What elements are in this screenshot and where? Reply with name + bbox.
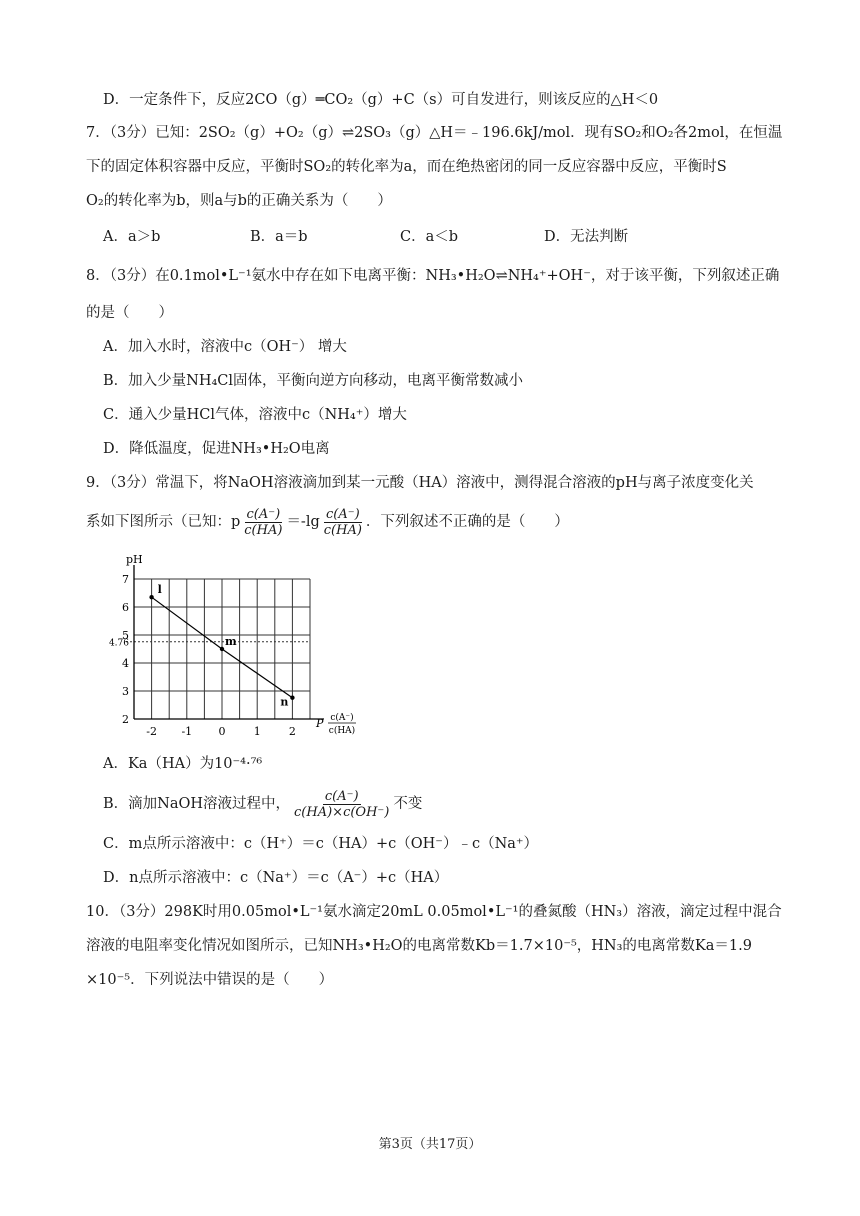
- q9-stem-line2: [86, 504, 569, 540]
- q9-fraction-1-denominator: c(HA): [244, 522, 283, 538]
- q9-fraction-1: [242, 507, 284, 538]
- y-tick-label: 6: [122, 601, 129, 614]
- x-tick-label: -2: [146, 725, 157, 738]
- x-tick-label: 0: [218, 725, 226, 738]
- q6-option-d: D．一定条件下，反应2CO（g）═CO₂（g）+C（s）可自发进行，则该反应的△H＜0: [103, 92, 659, 108]
- y-tick-label: 5: [122, 629, 129, 642]
- x-axis-label-prefix: P: [316, 717, 324, 730]
- data-point-label-l: l: [157, 583, 162, 597]
- y-tick-label: 4.76: [108, 638, 129, 649]
- data-point-n: [290, 696, 294, 700]
- q9-option-b-denominator: c(HA)×c(OH⁻): [294, 804, 390, 820]
- q8-stem-line2: 的是（ ）: [86, 305, 173, 321]
- data-point-label-m: m: [225, 635, 237, 648]
- q7-stem-line2: 下的固定体积容器中反应，平衡时SO₂的转化率为a，而在绝热密闭的同一反应容器中反应，平衡时S: [86, 159, 727, 175]
- y-tick-label: 3: [122, 685, 129, 698]
- y-axis-label: pH: [126, 553, 143, 566]
- q9-option-c: C．m点所示溶液中：c（H⁺）＝c（HA）+c（OH⁻）﹣c（Na⁺）: [103, 836, 539, 852]
- q8-option-c: C．通入少量HCl气体，溶液中c（NH₄⁺）增大: [103, 407, 407, 423]
- q9-fraction-2-denominator: c(HA): [323, 522, 362, 538]
- x-tick-label: -1: [181, 725, 193, 738]
- q9-option-b-fraction: [292, 789, 391, 820]
- q7-stem-line3: O₂的转化率为b，则a与b的正确关系为（ ）: [86, 193, 392, 209]
- q10-stem-line1: 10．（3分）298K时用0.05mol•L⁻¹氨水滴定20mL 0.05mol•L⁻¹的叠氮酸（HN₃）溶液，滴定过程中混合: [86, 904, 782, 920]
- x-tick-label: 2: [288, 725, 296, 738]
- q9-fraction-2: [322, 507, 364, 538]
- q7-option-d: D．无法判断: [544, 229, 629, 245]
- q8-option-d: D．降低温度，促进NH₃•H₂O电离: [103, 441, 330, 457]
- ph-chart: [100, 545, 370, 745]
- q9-stem-line2-pre: 系如下图所示（已知：p: [86, 514, 241, 530]
- q7-option-c: C．a＜b: [400, 229, 459, 245]
- q9-option-b-pre: B．滴加NaOH溶液过程中，: [103, 796, 291, 812]
- q7-option-b: B．a＝b: [250, 229, 308, 245]
- q8-option-a: A．加入水时，溶液中c（OH⁻） 增大: [103, 339, 347, 355]
- y-tick-label: 4: [122, 657, 129, 670]
- data-point-label-n: n: [280, 695, 289, 709]
- q8-option-b: B．加入少量NH₄Cl固体，平衡向逆方向移动，电离平衡常数减小: [103, 373, 524, 389]
- y-tick-label: 7: [122, 573, 129, 586]
- q9-option-b-post: 不变: [393, 796, 423, 812]
- data-point-l: [149, 595, 153, 599]
- data-point-m: [220, 647, 224, 651]
- q7-option-a: A．a＞b: [103, 229, 161, 245]
- q10-stem-line2: 溶液的电阻率变化情况如图所示，已知NH₃•H₂O的电离常数Kb＝1.7×10⁻⁵，HN₃的电离常数Ka＝1.9: [86, 938, 752, 954]
- q8-stem-line1: 8．（3分）在0.1mol•L⁻¹氨水中存在如下电离平衡：NH₃•H₂O⇌NH₄⁺+OH⁻，对于该平衡，下列叙述正确: [86, 268, 780, 284]
- chart-labels: [109, 553, 356, 738]
- page-footer: 第3页（共17页）: [378, 1137, 482, 1152]
- q9-option-b: [103, 784, 422, 824]
- q9-stem-line2-post: ．下列叙述不正确的是（ ）: [365, 514, 569, 530]
- q9-fraction-1-numerator: c(A⁻): [246, 506, 281, 522]
- x-axis-label-denominator: c(HA): [328, 726, 356, 736]
- x-axis-label-numerator: c(A⁻): [330, 713, 354, 723]
- q7-stem-line1: 7．（3分）已知：2SO₂（g）+O₂（g）⇌2SO₃（g）△H＝﹣196.6kJ/mol．现有SO₂和O₂各2mol，在恒温: [86, 125, 783, 141]
- x-tick-label: 1: [253, 725, 261, 738]
- q9-stem-line1: 9．（3分）常温下，将NaOH溶液滴加到某一元酸（HA）溶液中，测得混合溶液的pH与离子浓度变化关: [86, 475, 754, 491]
- q9-stem-line2-mid: ＝-lg: [286, 514, 320, 530]
- q10-stem-line3: ×10⁻⁵．下列说法中错误的是（ ）: [86, 972, 334, 988]
- q9-fraction-2-numerator: c(A⁻): [326, 506, 360, 522]
- q9-option-b-numerator: c(A⁻): [324, 788, 359, 804]
- q9-option-d: D．n点所示溶液中：c（Na⁺）＝c（A⁻）+c（HA）: [103, 870, 449, 886]
- q9-option-a: A．Ka（HA）为10⁻⁴·⁷⁶: [103, 756, 263, 772]
- y-tick-label: 2: [122, 713, 129, 726]
